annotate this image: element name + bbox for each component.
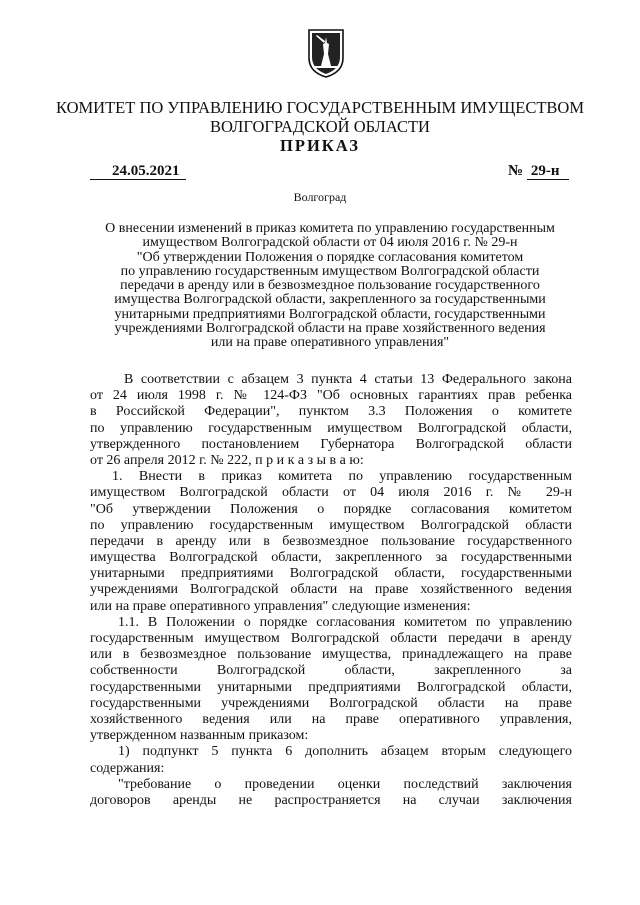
- body-line: от 26 апреля 2012 г. № 222, п р и к а з ы в а ю:: [90, 452, 364, 468]
- title-line: имуществом Волгоградской области от 04 июля 2016 г. № 29-н: [142, 235, 518, 251]
- body-line: договоров аренды не распространяется на случаи заключения: [90, 792, 572, 808]
- document-title: [80, 222, 580, 351]
- body-line: содержания:: [90, 760, 165, 776]
- body-line: или на праве оперативного управления" следующие изменения:: [90, 598, 471, 614]
- number-label: №: [508, 163, 524, 179]
- title-line: по управлению государственным имуществом Волгоградской области: [120, 263, 540, 279]
- body-line: передачи в аренду или в безвозмездное пользование государственного: [90, 533, 572, 549]
- title-line: или на праве оперативного управления": [210, 335, 450, 351]
- body-line: хозяйственного ведения или на праве оперативного управления,: [90, 711, 572, 727]
- body-line: имуществом Волгоградской области от 04 июля 2016 г. № 29-н: [90, 485, 572, 501]
- document-type: ПРИКАЗ: [280, 136, 360, 155]
- coat-of-arms-emblem: [307, 28, 345, 78]
- title-line: О внесении изменений в приказ комитета по управлению государственным: [105, 221, 555, 236]
- document-date: 24.05.2021: [90, 163, 186, 180]
- body-line: "Об утверждении Положения о порядке согласования комитетом: [90, 501, 572, 517]
- body-line: В соответствии с абзацем 3 пункта 4 статьи 13 Федерального закона: [124, 372, 572, 387]
- title-line: передачи в аренду или в безвозмездное пользование государственного: [120, 278, 540, 294]
- agency-name-line-2: ВОЛГОГРАДСКОЙ ОБЛАСТИ: [210, 117, 430, 136]
- body-line: государственными учреждениями Волгоградской области на праве: [90, 695, 572, 711]
- body-line: 1.1. В Положении о порядке согласования комитетом по управлению: [118, 614, 572, 630]
- body-line: утвержденного постановлением Губернатора Волгоградской области: [90, 436, 572, 452]
- body-line: унитарными предприятиями Волгоградской области, государственными: [90, 566, 572, 582]
- document-body: [90, 372, 572, 809]
- body-line: или в безвозмездное пользование имущества, принадлежащего на праве: [90, 647, 572, 663]
- title-line: учреждениями Волгоградской области на праве хозяйственного ведения: [114, 321, 546, 337]
- number-value: 29-н: [527, 163, 570, 180]
- body-line: 1) подпункт 5 пункта 6 дополнить абзацем вторым следующего: [118, 744, 572, 760]
- body-line: по управлению государственным имуществом Волгоградской области,: [90, 420, 572, 436]
- body-line: в Российской Федерации", пунктом 3.3 Положения о комитете: [90, 404, 572, 420]
- body-line: государственным имуществом Волгоградской области передачи в аренду: [90, 631, 572, 646]
- body-line: "требование о проведении оценки последствий заключения: [118, 776, 572, 792]
- title-line: унитарными предприятиями Волгоградской области, государственными: [114, 306, 546, 322]
- body-line: учреждениями Волгоградской области на праве хозяйственного ведения: [90, 582, 572, 598]
- body-line: от 24 июля 1998 г. № 124-ФЗ "Об основных гарантиях прав ребенка: [90, 388, 572, 404]
- body-line: утвержденном названным приказом:: [90, 728, 309, 744]
- city: Волгоград: [293, 190, 347, 204]
- body-line: 1. Внести в приказ комитета по управлению государственным: [112, 469, 572, 485]
- title-line: имущества Волгоградской области, закрепленного за государственными: [114, 292, 546, 308]
- body-line: по управлению государственным имуществом Волгоградской области: [90, 517, 572, 533]
- agency-name-line-1: КОМИТЕТ ПО УПРАВЛЕНИЮ ГОСУДАРСТВЕННЫМ ИМУЩЕСТВОМ: [55, 98, 584, 117]
- document-number: [508, 163, 569, 179]
- body-line: имущества Волгоградской области, закрепленного за государственными: [90, 550, 572, 566]
- title-line: "Об утверждении Положения о порядке согласования комитетом: [136, 249, 524, 265]
- body-line: государственными унитарными предприятиями Волгоградской области,: [90, 679, 572, 695]
- body-line: собственности Волгоградской области, закрепленного за: [90, 663, 572, 679]
